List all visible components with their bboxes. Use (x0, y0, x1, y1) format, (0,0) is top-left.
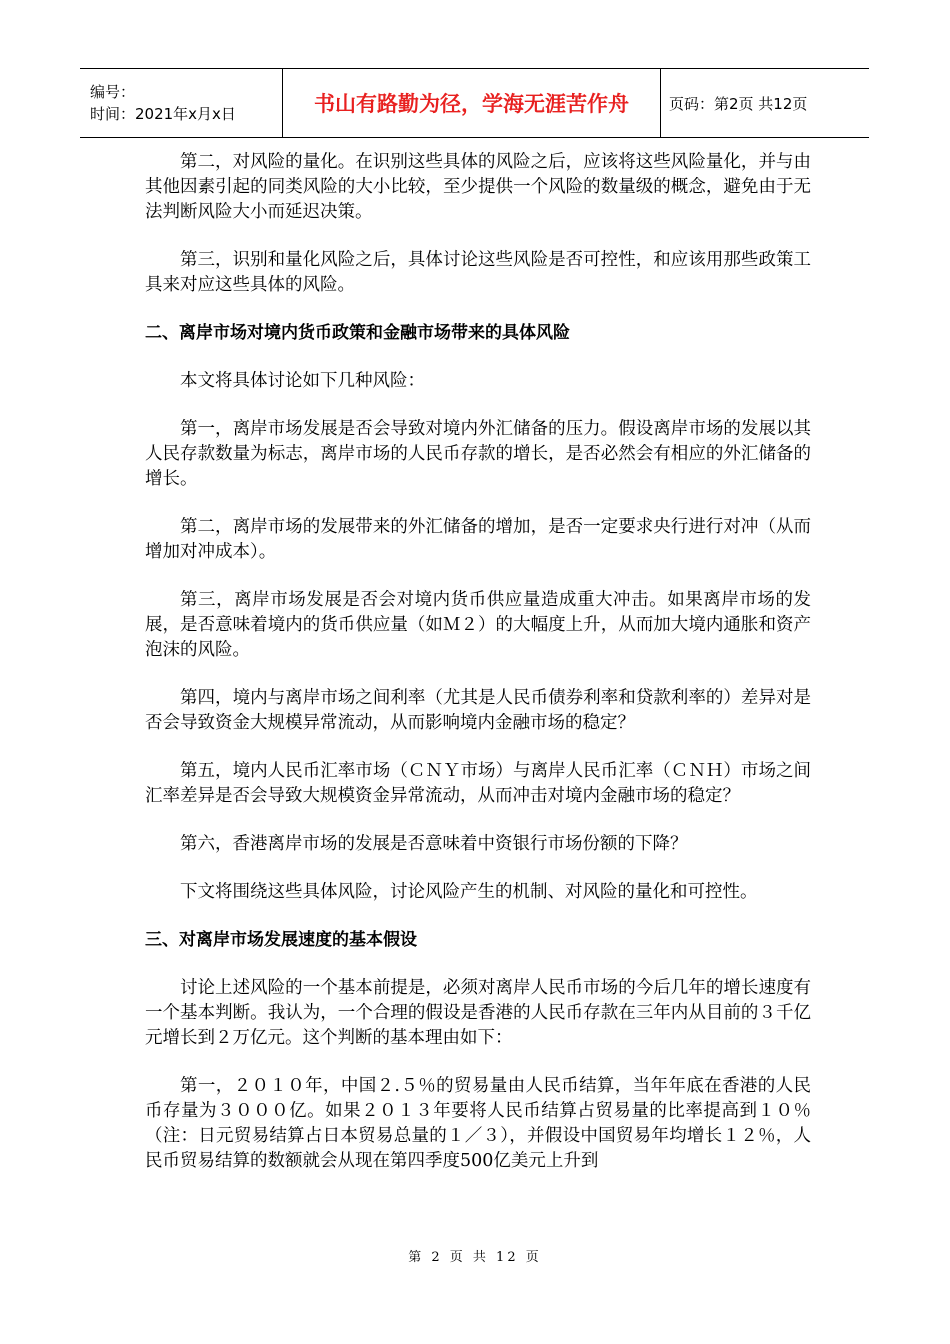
section-heading: 二、离岸市场对境内货币政策和金融市场带来的具体风险 (145, 323, 570, 343)
section-heading: 三、对离岸市场发展速度的基本假设 (145, 930, 417, 950)
paragraph: 第二，对风险的量化。在识别这些具体的风险之后，应该将这些风险量化，并与由其他因素引起的同类风险的大小比较，至少提供一个风险的数量级的概念，避免由于无法判断风险大小而延迟决策。 (145, 152, 811, 222)
paragraph: 下文将围绕这些具体风险，讨论风险产生的机制、对风险的量化和可控性。 (180, 882, 758, 902)
document-date: 时间：2021年x月x日 (90, 105, 236, 123)
paragraph: 本文将具体讨论如下几种风险： (180, 371, 425, 391)
header-motto: 书山有路勤为径，学海无涯苦作舟 (283, 69, 661, 137)
paragraph: 第二，离岸市场的发展带来的外汇储备的增加，是否一定要求央行进行对冲（从而增加对冲成本）。 (145, 517, 811, 562)
paragraph: 讨论上述风险的一个基本前提是，必须对离岸人民币市场的今后几年的增长速度有一个基本判断。我认为，一个合理的假设是香港的人民币存款在三年内从目前的３千亿元增长到２万亿元。这个判断的基本理由如下： (145, 978, 811, 1048)
header-meta (80, 69, 283, 137)
page-footer: 第 2 页 共 12 页 (408, 1250, 542, 1265)
page-header (80, 68, 869, 138)
paragraph: 第五，境内人民币汇率市场（ＣＮＹ市场）与离岸人民币汇率（ＣＮＨ）市场之间汇率差异是否会导致大规模资金异常流动，从而冲击对境内金融市场的稳定？ (145, 761, 811, 806)
paragraph: 第六，香港离岸市场的发展是否意味着中资银行市场份额的下降？ (180, 834, 688, 854)
paragraph: 第一，离岸市场发展是否会导致对境内外汇储备的压力。假设离岸市场的发展以其人民存款数量为标志，离岸市场的人民币存款的增长，是否必然会有相应的外汇储备的增长。 (145, 419, 811, 489)
paragraph: 第一，２０１０年，中国２.５％的贸易量由人民币结算，当年年底在香港的人民币存量为３０００亿。如果２０１３年要将人民币结算占贸易量的比率提高到１０％（注：日元贸易结算占日本贸易总量的１／３），并假设中国贸易年均增长１２％，人民币贸易结算的数额就会从现在第四季度500亿美元上升到 (145, 1076, 811, 1171)
paragraph: 第四，境内与离岸市场之间利率（尤其是人民币债券利率和贷款利率的）差异对是否会导致资金大规模异常流动，从而影响境内金融市场的稳定？ (145, 688, 811, 733)
header-page-info: 页码：第2页 共12页 (669, 94, 808, 113)
paragraph: 第三，识别和量化风险之后，具体讨论这些风险是否可控性，和应该用那些政策工具来对应这些具体的风险。 (145, 250, 811, 295)
document-number-label: 编号： (90, 83, 136, 101)
document-body (145, 150, 811, 1197)
paragraph: 第三，离岸市场发展是否会对境内货币供应量造成重大冲击。如果离岸市场的发展，是否意味着境内的货币供应量（如Ｍ２）的大幅度上升，从而加大境内通胀和资产泡沫的风险。 (145, 590, 811, 660)
